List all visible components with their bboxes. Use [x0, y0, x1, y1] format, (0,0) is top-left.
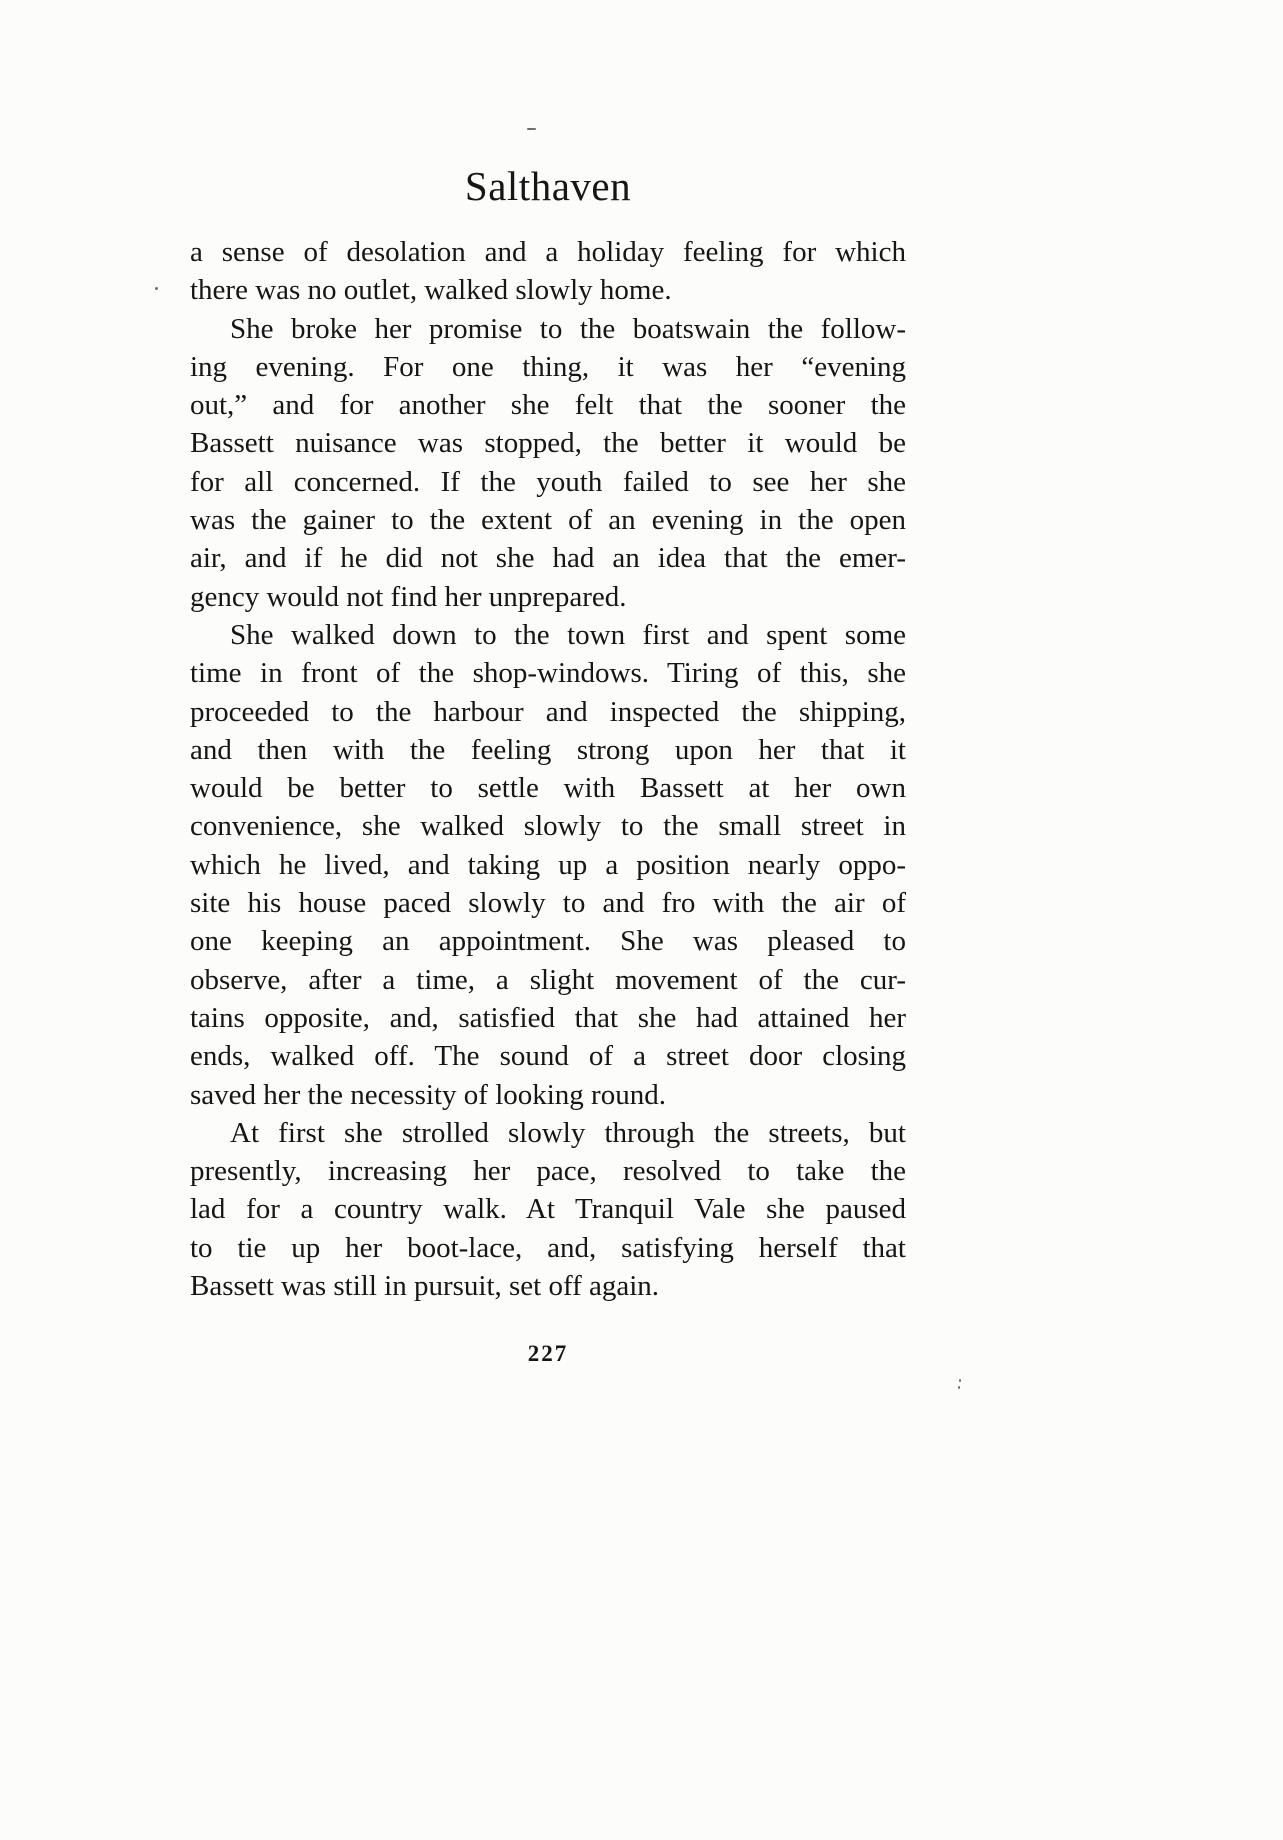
- text-line: time in front of the shop-windows. Tiring of this, she: [190, 657, 906, 690]
- scan-artifact-mark: [959, 1379, 961, 1382]
- text-line: tains opposite, and, satisfied that she had attained her: [190, 1001, 906, 1034]
- text-line: Bassett nuisance was stopped, the better it would be: [190, 427, 906, 460]
- text-line: and then with the feeling strong upon her that it: [190, 733, 906, 766]
- scan-artifact-dash: [527, 128, 536, 130]
- text-line: gency would not find her unprepared.: [190, 580, 627, 613]
- scan-artifact-mark-2: [958, 1386, 960, 1389]
- page-number: 227: [527, 1341, 569, 1366]
- text-line: lad for a country walk. At Tranquil Vale she paused: [190, 1193, 906, 1226]
- text-line: there was no outlet, walked slowly home.: [190, 274, 672, 307]
- text-line: ing evening. For one thing, it was her “evening: [190, 350, 906, 383]
- text-line: which he lived, and taking up a position nearly oppo-: [190, 848, 906, 881]
- text-line: She broke her promise to the boatswain the follow-: [230, 312, 906, 345]
- text-line: presently, increasing her pace, resolved to take the: [190, 1155, 906, 1188]
- text-line: At first she strolled slowly through the streets, but: [230, 1116, 906, 1149]
- text-line: out,” and for another she felt that the sooner the: [190, 389, 906, 422]
- text-line: convenience, she walked slowly to the small street in: [190, 810, 906, 843]
- text-line: proceeded to the harbour and inspected the shipping,: [190, 695, 906, 728]
- text-line: air, and if he did not she had an idea that the emer-: [190, 542, 906, 575]
- text-line: a sense of desolation and a holiday feeling for which: [190, 236, 906, 268]
- text-line: would be better to settle with Bassett at her own: [190, 772, 906, 805]
- text-line: Bassett was still in pursuit, set off again.: [190, 1270, 660, 1303]
- page-title: Salthaven: [464, 163, 632, 209]
- text-line: saved her the necessity of looking round.: [190, 1078, 666, 1111]
- text-line: observe, after a time, a slight movement of the cur-: [190, 963, 906, 996]
- text-line: ends, walked off. The sound of a street door closing: [190, 1040, 906, 1073]
- text-line: one keeping an appointment. She was pleased to: [190, 925, 906, 958]
- text-line: was the gainer to the extent of an evening in the open: [190, 504, 906, 537]
- text-line: for all concerned. If the youth failed to see her she: [190, 465, 906, 498]
- text-line: site his house paced slowly to and fro with the air of: [190, 887, 906, 920]
- text-line: She walked down to the town first and spent some: [230, 618, 906, 651]
- text-block: [190, 233, 906, 1305]
- scan-artifact-dot: [155, 287, 158, 290]
- text-line: to tie up her boot-lace, and, satisfying herself that: [190, 1231, 906, 1264]
